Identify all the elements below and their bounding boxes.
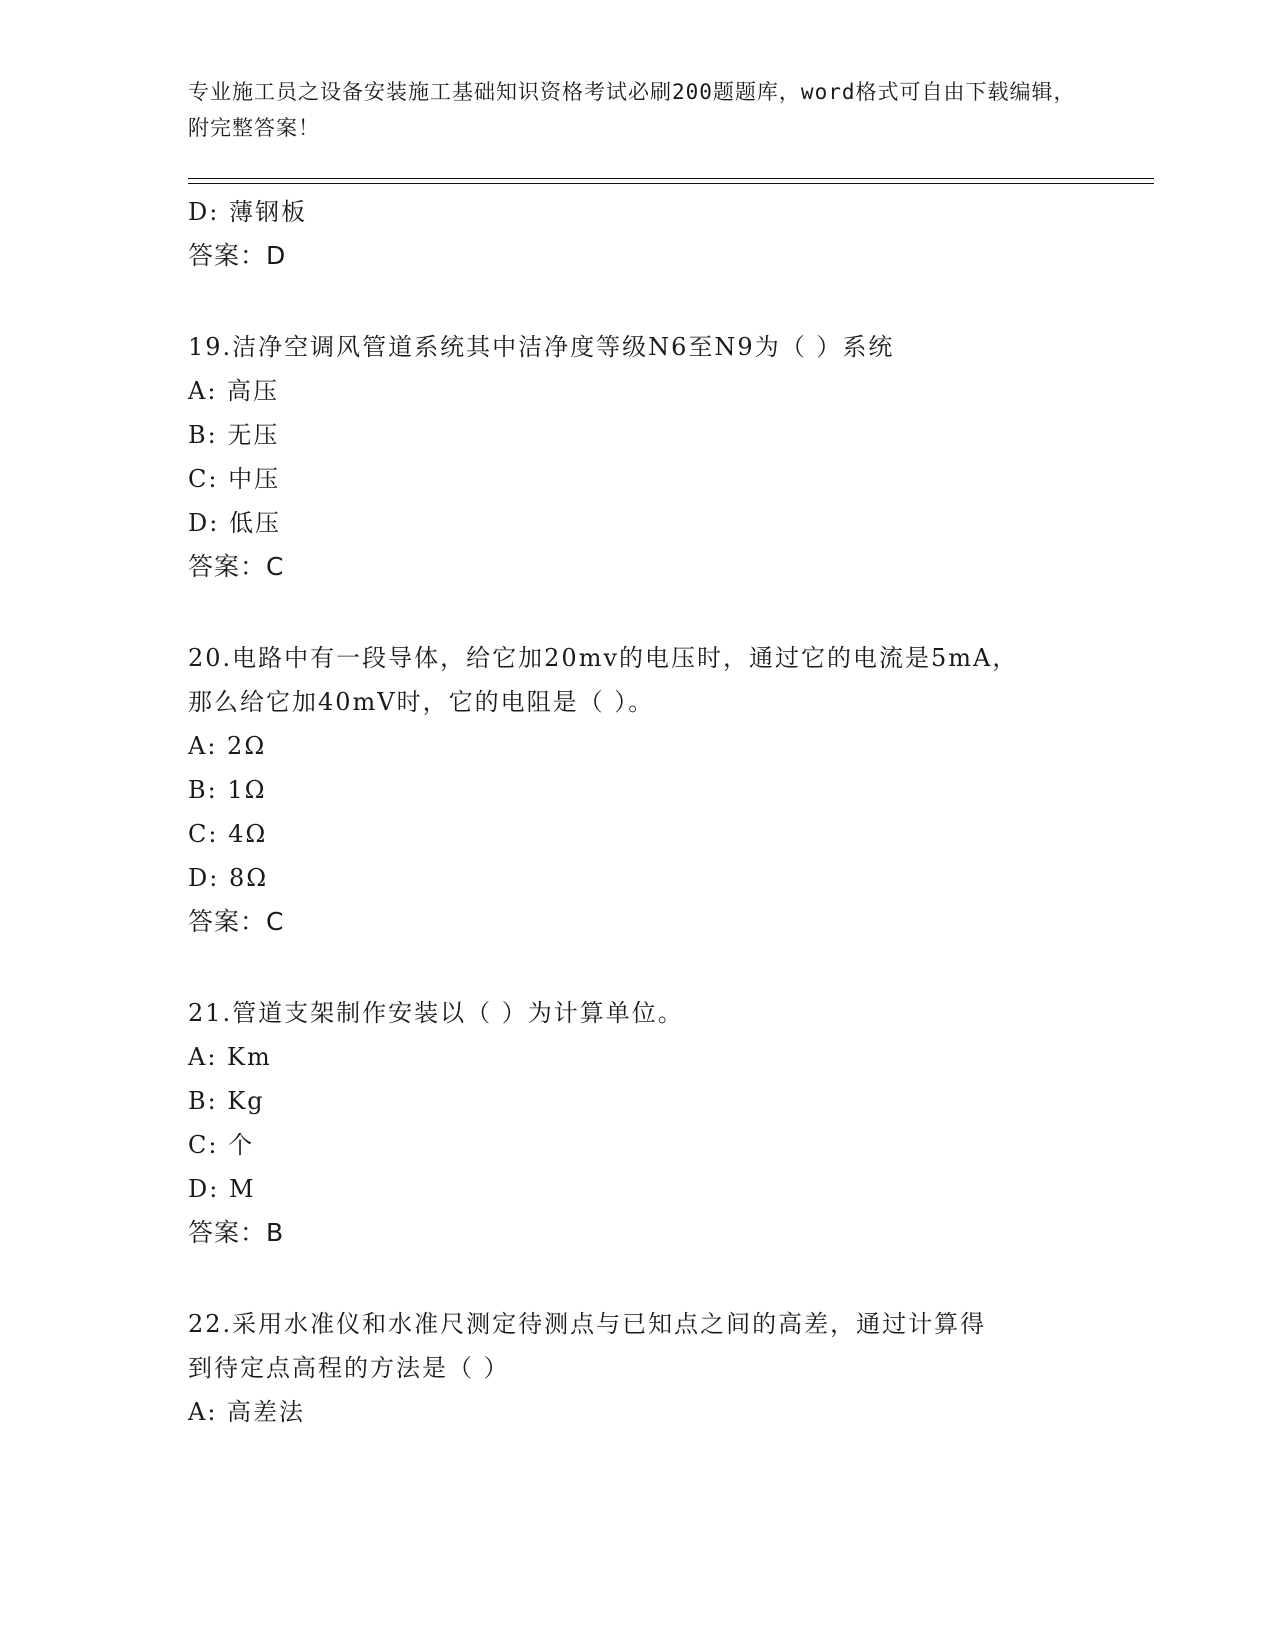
q19-option-c: C: 中压: [188, 465, 281, 493]
q19-option-b: B: 无压: [188, 421, 280, 449]
q22-stem-line2: 到待定点高程的方法是（ ）: [188, 1354, 510, 1382]
q21-stem: 21.管道支架制作安装以（ ）为计算单位。: [188, 999, 684, 1027]
q20-option-d: D: 8Ω: [188, 864, 269, 892]
q20-option-a: A: 2Ω: [188, 732, 267, 760]
header-rule-bottom: [188, 183, 1154, 184]
q20-stem-line1: 20.电路中有一段导体，给它加20mv的电压时，通过它的电流是5mA，: [188, 644, 1019, 672]
q21-option-b: B: Kg: [188, 1087, 265, 1115]
q18-option-d: D: 薄钢板: [188, 198, 307, 226]
header-rule-top: [188, 178, 1154, 179]
q19-stem: 19.洁净空调风管道系统其中洁净度等级N6至N9为（ ）系统: [188, 333, 895, 361]
document-header: 专业施工员之设备安装施工基础知识资格考试必刷200题题库，word格式可自由下载编辑，附完整答案！: [188, 80, 1076, 140]
q21-option-c: C: 个: [188, 1131, 255, 1159]
q22-option-a: A: 高差法: [188, 1398, 306, 1426]
q21-option-a: A: Km: [188, 1043, 272, 1071]
q20-answer: 答案：C: [188, 907, 285, 936]
q19-answer: 答案：C: [188, 552, 285, 581]
q19-option-d: D: 低压: [188, 509, 281, 537]
q19-option-a: A: 高压: [188, 377, 280, 405]
q20-stem-line2: 那么给它加40mV时，它的电阻是（ ）。: [188, 688, 655, 716]
q20-option-b: B: 1Ω: [188, 776, 267, 804]
q21-answer: 答案：B: [188, 1218, 285, 1247]
q21-option-d: D: M: [188, 1175, 256, 1203]
q20-option-c: C: 4Ω: [188, 820, 268, 848]
q18-answer: 答案：D: [188, 241, 287, 270]
q22-stem-line1: 22.采用水准仪和水准尺测定待测点与已知点之间的高差，通过计算得: [188, 1310, 987, 1338]
